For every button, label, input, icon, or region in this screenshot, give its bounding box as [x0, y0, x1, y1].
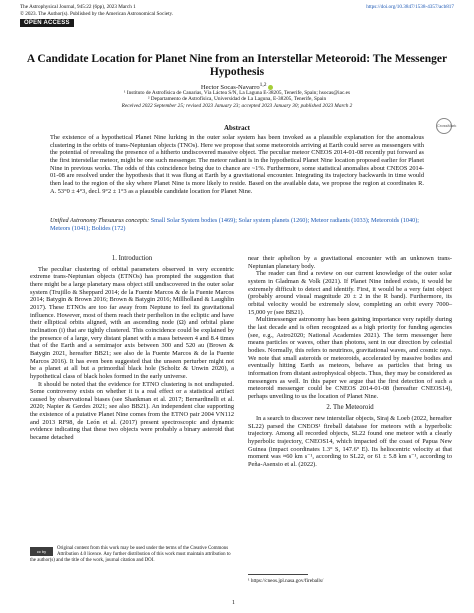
author-affil-sup: 1,2: [259, 82, 267, 88]
crossmark-icon[interactable]: CrossMark: [436, 118, 452, 134]
publication-dates: Received 2022 September 25; revised 2023 January 23; accepted 2023 January 30; published 2023 March 2: [121, 103, 353, 109]
author-name: Hector Socas-Navarro: [200, 84, 260, 92]
left-column: [30, 255, 234, 442]
doi-link[interactable]: https://doi.org/10.3847/1538-4357/acb817: [366, 4, 454, 10]
right-column: [248, 255, 452, 469]
paper-title: A Candidate Location for Planet Nine from an Interstellar Meteoroid: The Messenger Hypothesis: [26, 53, 448, 78]
journal-line: The Astrophysical Journal, 945:22 (6pp), 2023 March 1: [20, 4, 136, 10]
uat-concepts: [50, 217, 424, 232]
license-block: [30, 546, 234, 564]
intro-paragraph-1: The peculiar clustering of orbital parameters observed in very eccentric extreme trans-Neptunian objects (ETNOs) has prompted the suggestion that there might be a large planetary mass object still undiscovered in the outer solar system (Trujillo & Sheppard 2014; de la Fuente Marcos & de la Fuente Marcos 2014; Batygin & Brown 2016; Brown & Batygin 2016; Millholland & Laughlin 2017). These ETNOs are too far away from Neptune to feel its gravitational influence. However, most of them reach their perihelion in the ecliptic and have their elliptical orbits aligned, with an ascending node (Ω) and orbital plane inclination (i) that are tightly clustered. This coincidence could be explained by the presence of a large, very distant planet with a mass between 4 and 8.4 times that of the Earth and a semimajor axis between 300 and 520 au (Brown & Batygin 2021, hereafter BB21; see also de la Fuente Marcos & de la Fuente Marcos 2016). It has even been suggested that the unseen perturber might not be a planet at all but a primordial black hole (Scholtz & Unwin 2020), a hypothetical class of black holes formed in the early universe.: [30, 265, 234, 380]
right-paragraph-2: The reader can find a review on our current knowledge of the outer solar system in Gladman & Volk (2021). If Planet Nine indeed exists, it would be extremely difficult to detect and identify. First, it would be a very faint object (probably around visual magnitude 20 ± 2 in the R band). Furthermore, its orbital velocity would be extremely slow, completing an orbit every 7000–15,000 yr (see BB21).: [248, 270, 452, 316]
right-paragraph-3: Multimessenger astronomy has been gaining importance very rapidly during the last decade and is often recognized as a high priority for funding agencies (see, e.g., Astro2020; National Academies 2021). The term messenger here means particles or waves, other than photons, sent in our direction by celestial bodies. Normally, this refers to neutrinos, gravitational waves, and cosmic rays. We note that small asteroids or meteoroids, accelerated by massive bodies and eventually hitting Earth as meteors, behave as particles that bring us information from distant astrophysical objects. Thus, they may be considered as messengers as well. In this paper we argue that the first detection of such a meteoroid messenger could be CNEOS 2014-01-08 (hereafter CNEOS14), perhaps unveiling to us the location of Planet Nine.: [248, 316, 452, 400]
section-heading-meteoroid: 2. The Meteoroid: [326, 404, 374, 412]
meteoroid-paragraph: In a search to discover new interstellar objects, Siraj & Loeb (2022, hereafter SL22) parsed the CNEOS¹ fireball database for meteors with a hyperbolic trajectory. Among all recorded objects, SL22 found one meteor with a clearly hyperbolic trajectory, CNEOS14, which impacted off the coast of Papua New Guinea (impact coordinates 1.3° S, 147.6° E). Its heliocentric velocity at that moment was ≈60 km s⁻¹, according to SL22, or 61 ± 5.8 km s⁻¹, according to Peña-Asensio et al. (2022).: [248, 415, 452, 469]
uat-label: Unified Astronomy Thesaurus concepts:: [50, 217, 150, 224]
cc-by-icon[interactable]: cc by: [30, 547, 53, 556]
open-access-badge: OPEN ACCESS: [20, 19, 74, 27]
license-text: Original content from this work may be used under the terms of the Creative Commons Attribution 4.0 licence. Any further distribution of this work must maintain attribution to the author(s) and the title of the work, journal citation and DOI.: [30, 546, 231, 563]
abstract-text: The existence of a hypothetical Planet Nine lurking in the outer solar system has been invoked as a plausible explanation for the anomalous clustering in the orbits of trans-Neptunian objects (TNOs). Here we propose that some meteoroids arriving at Earth could serve as messengers with the potential of revealing the presence of a hitherto undiscovered massive object. The peculiar meteor CNEOS 2014-01-08 recently put forward as the first interstellar meteor, might be one such messenger. The meteor radiant is in the hypothetical Planet Nine location proposed earlier for Planet Nine in previous works. The odds of this coincidence being due to chance are ~1%. Furthermore, some statistical anomalies about CNEOS 2014-01-08 are resolved under the hypothesis that it was flung at Earth by a gravitational encounter. Integrating its trajectory backwards in time would then lead to the region of the sky where Planet Nine is more likely to reside. Based on the available data, we propose the region at coordinates R. A. 53°0 ± 4°3, decl. 9°2 ± 1°3 as a plausible candidate location for Planet Nine.: [50, 134, 424, 195]
page-header: [20, 4, 454, 44]
affiliation-1: ¹ Instituto de Astrofísica de Canarias, Vía Láctea S/N, La Laguna E-38205, Tenerife, Spain; hsocas@iac.es: [123, 90, 351, 96]
copyright-line: © 2023. The Author(s). Published by the American Astronomical Society.: [20, 10, 174, 17]
affiliation-2: ² Departamento de Astrofísica, Universidad de La Laguna, E-38205, Tenerife, Spain: [147, 96, 327, 103]
intro-paragraph-2: It should be noted that the evidence for ETNO clustering is not undisputed. Some controversy exists on whether it is a real effect or a statistical artifact caused by observational biases (see Shankman et al. 2017; Bernardinelli et al. 2020; Napier & Gerdes 2021; see also BB21). An independent clue supporting the existence of a putative Planet Nine comes from the ETNO pair 2004 VN112 and 2013 RF98, de León et al. (2017) present spectroscopic and dynamic evidence indicating that these two objects were probably a binary asteroid that became detached: [30, 380, 234, 442]
abstract-heading: Abstract: [223, 124, 251, 132]
section-heading-introduction: 1. Introduction: [111, 255, 153, 262]
uat-concepts-list[interactable]: Small Solar System bodies (1469); Solar system planets (1260); Meteor radiants (1033); Meteoroids (1040); Meteors (1041); Bolides (172): [50, 217, 419, 232]
footnote-rule: [248, 574, 308, 575]
page-number: 1: [232, 600, 235, 606]
affiliations: [20, 90, 454, 103]
header-left: [20, 4, 173, 17]
footnote[interactable]: ¹ https://cneos.jpl.nasa.gov/fireballs/: [248, 578, 324, 584]
right-paragraph-1: near their aphelion by a gravitational encounter with an unknown trans-Neptunian planetary body.: [248, 255, 452, 270]
header-right: [366, 4, 454, 11]
